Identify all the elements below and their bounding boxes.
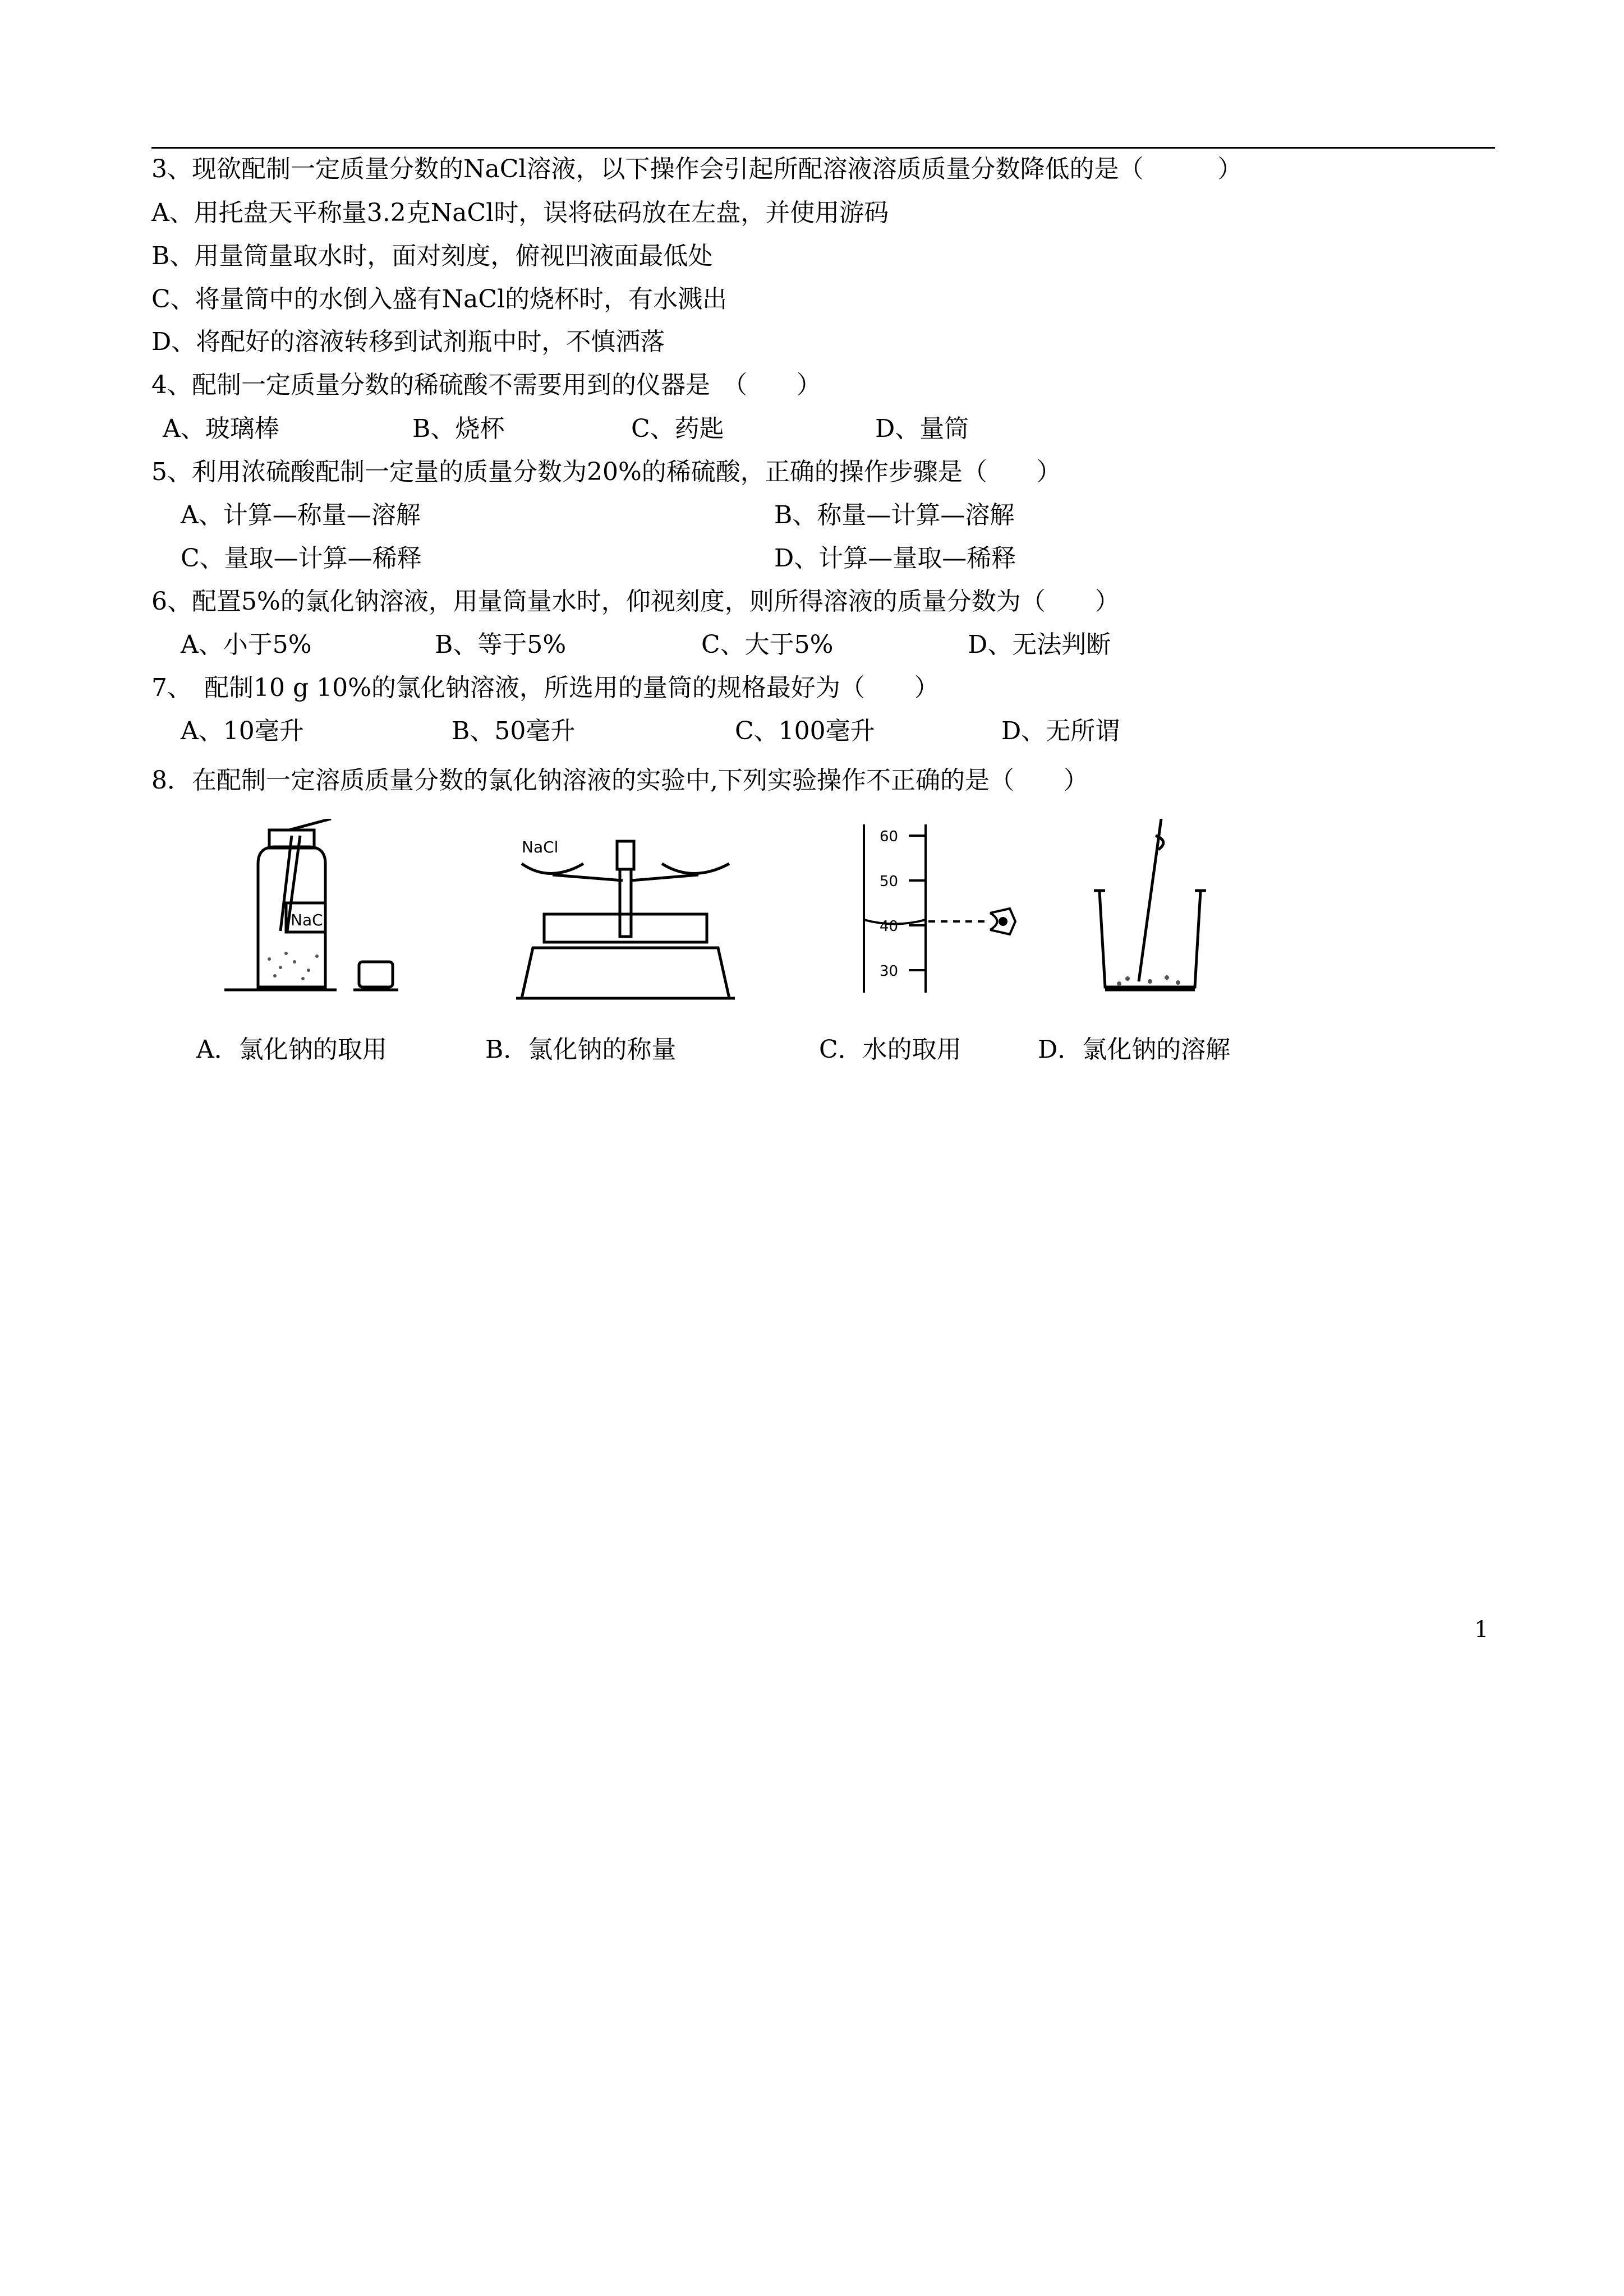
q4-option-c: C、药匙 [631,414,724,443]
tick-label-60: 60 [880,828,899,845]
q3-stem: 3、现欲配制一定质量分数的NaCl溶液，以下操作会引起所配溶液溶质质量分数降低的是（ ） [151,155,1243,183]
figure-c-measuring-cylinder [853,819,1027,1004]
caption-d: D．氯化钠的溶解 [1038,1035,1231,1064]
q7-stem: 7、 配制10 g 10%的氯化钠溶液，所选用的量筒的规格最好为（ ） [151,674,939,702]
q5-stem: 5、利用浓硫酸配制一定量的质量分数为20%的稀硫酸，正确的操作步骤是（ ） [151,458,1061,486]
caption-b: B．氯化钠的称量 [485,1035,677,1064]
figure-a-reagent-jar [224,819,404,1004]
q7-option-d: D、无所谓 [1001,717,1120,745]
q6-option-a: A、小于5% [181,630,312,659]
figure-d-beaker [1088,819,1223,1004]
q7-option-a: A、10毫升 [181,717,304,745]
q5-option-c: C、量取—计算—稀释 [181,544,422,573]
q4-option-b: B、烧杯 [412,414,505,443]
tick-label-30: 30 [880,963,899,980]
q3-option-a: A、用托盘天平称量3.2克NaCl时，误将砝码放在左盘，并使用游码 [151,199,889,227]
figure-b-balance [510,830,746,1004]
caption-a: A．氯化钠的取用 [196,1035,387,1064]
q6-option-b: B、等于5% [435,630,567,659]
q5-option-a: A、计算—称量—溶解 [181,501,421,529]
q6-option-d: D、无法判断 [968,630,1111,659]
q4-stem: 4、配制一定质量分数的稀硫酸不需要用到的仪器是 （ ） [151,371,821,399]
q4-option-d: D、量筒 [875,414,969,443]
q6-stem: 6、配置5%的氯化钠溶液，用量筒量水时，仰视刻度，则所得溶液的质量分数为（ ） [151,587,1120,616]
q6-option-c: C、大于5% [701,630,834,659]
header-rule [151,147,1495,149]
q4-option-a: A、玻璃棒 [163,414,279,443]
page-number: 1 [1474,1617,1489,1643]
q5-option-d: D、计算—量取—稀释 [774,544,1016,573]
q7-option-b: B、50毫升 [452,717,576,745]
q3-option-d: D、将配好的溶液转移到试剂瓶中时，不慎洒落 [151,328,665,356]
q7-option-c: C、100毫升 [735,717,875,745]
tick-label-40: 40 [880,918,899,935]
figure-b-label: NaCl [522,838,559,856]
caption-c: C．水的取用 [819,1035,961,1064]
q3-option-b: B、用量筒量取水时，面对刻度，俯视凹液面最低处 [151,242,713,270]
figure-a-label: NaCl [291,911,328,929]
q8-stem: 8．在配制一定溶质质量分数的氯化钠溶液的实验中,下列实验操作不正确的是（ ） [151,766,1088,795]
tick-label-50: 50 [880,873,899,890]
q3-option-c: C、将量筒中的水倒入盛有NaCl的烧杯时，有水溅出 [151,285,728,313]
q5-option-b: B、称量—计算—溶解 [774,501,1015,529]
